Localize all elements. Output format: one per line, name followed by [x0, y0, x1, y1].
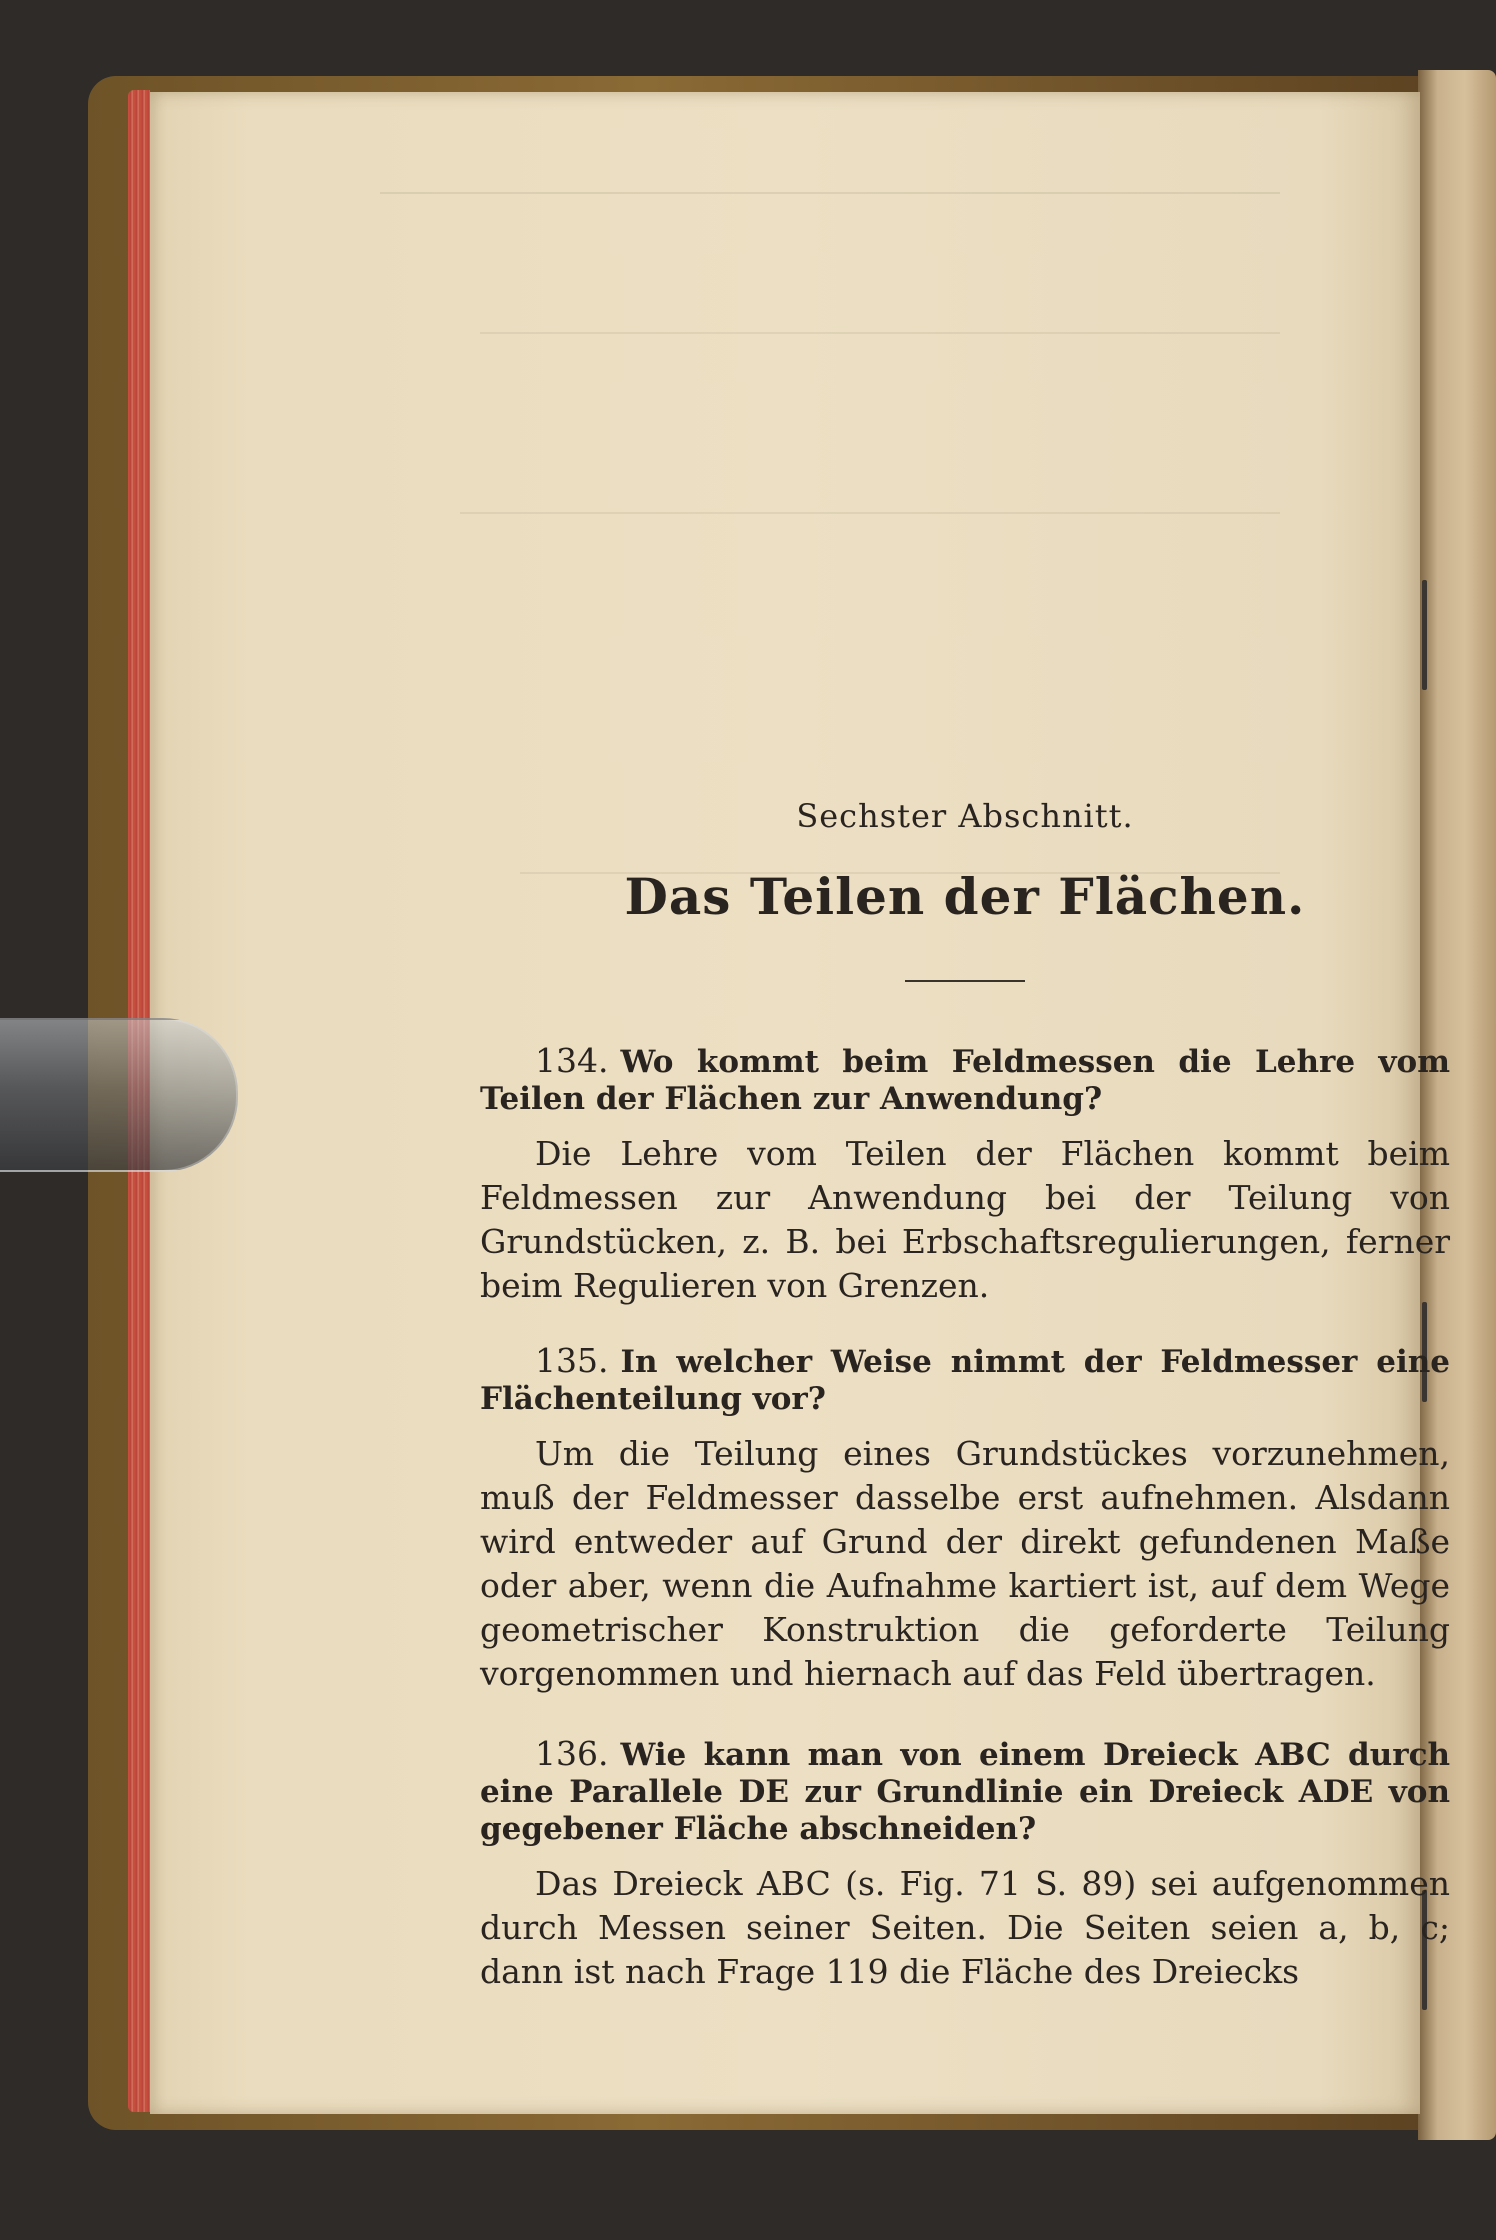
question-text: Wie kann man von einem Dreieck ABC durch eine Parallele DE zur Grundlinie ein Dreieck ADE von gegebener Fläche abschneiden?: [480, 1737, 1450, 1847]
page-tab-mark: [1422, 580, 1427, 690]
section-kicker: Sechster Abschnitt.: [796, 797, 1134, 835]
bookmark-clip: [0, 1018, 238, 1172]
chapter-title: Das Teilen der Flächen.: [624, 867, 1306, 926]
question-136: [480, 1735, 1450, 1848]
question-135: [480, 1342, 1450, 1418]
question-number: 136.: [535, 1734, 609, 1773]
question-number: 135.: [535, 1341, 609, 1380]
question-number: 134.: [535, 1041, 609, 1080]
answer-134: Die Lehre vom Teilen der Flächen kommt beim Feldmessen zur Anwendung bei der Teilung von Grundstücken, z. B. bei Erbschaftsregulierungen, ferner beim Regulieren von Grenzen.: [480, 1134, 1450, 1305]
question-134: [480, 1042, 1450, 1118]
title-divider: [905, 980, 1025, 982]
question-text: Wo kommt beim Feldmessen die Lehre vom Teilen der Flächen zur Anwendung?: [480, 1044, 1450, 1117]
question-text: In welcher Weise nimmt der Feldmesser eine Flächenteilung vor?: [480, 1344, 1450, 1417]
answer-136: Das Dreieck ABC (s. Fig. 71 S. 89) sei aufgenommen durch Messen seiner Seiten. Die Seiten seien a, b, c; dann ist nach Frage 119 die Fläche des Dreiecks: [480, 1864, 1450, 1991]
book-page: [150, 92, 1450, 2114]
answer-135: Um die Teilung eines Grundstückes vorzunehmen, muß der Feldmesser dasselbe erst aufnehmen. Alsdann wird entweder auf Grund der direkt gefundenen Maße oder aber, wenn die Aufnahme kartiert ist, auf dem Wege geometrischer Konstruktion die geforderte Teilung vorgenommen und hiernach auf das Feld übertragen.: [480, 1434, 1450, 1693]
